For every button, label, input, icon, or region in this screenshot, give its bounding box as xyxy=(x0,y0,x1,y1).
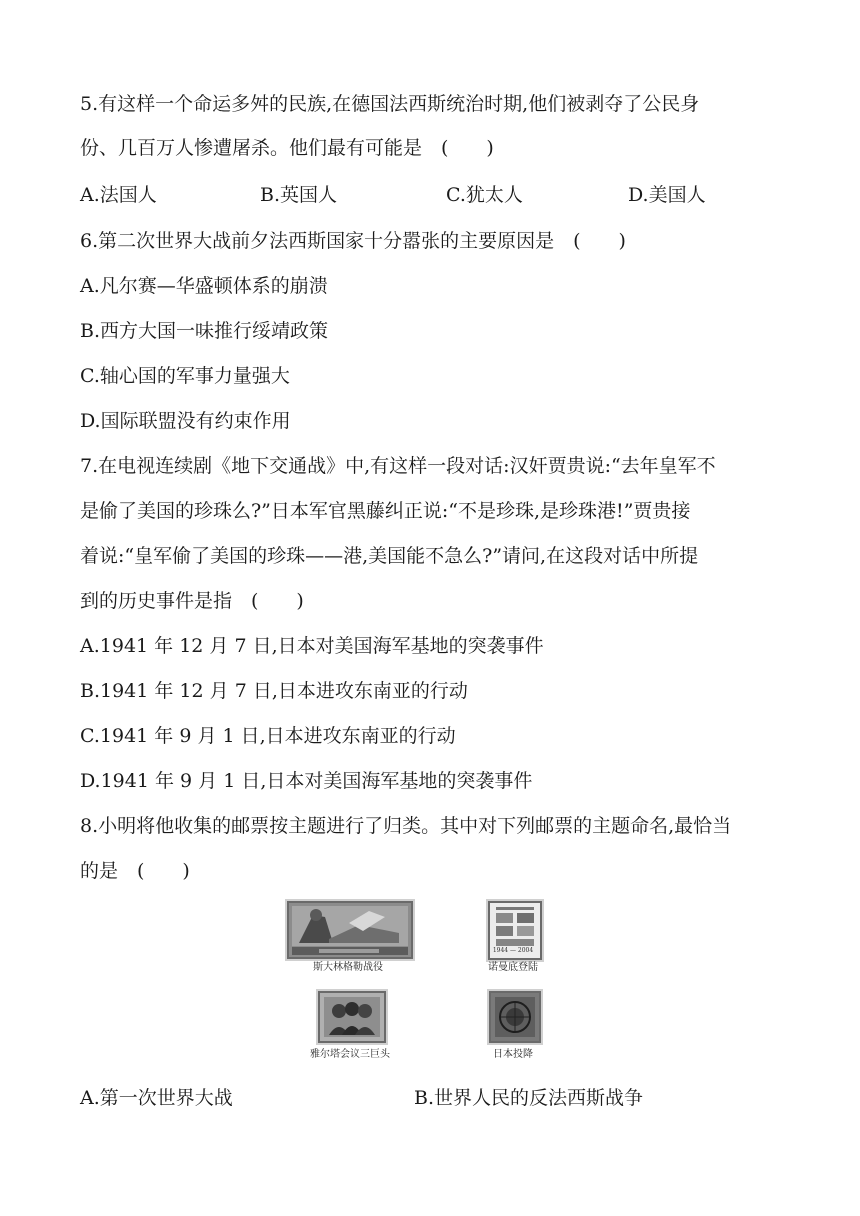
stamp-caption-yalta: 雅尔塔会议三巨头 xyxy=(310,1049,390,1060)
q7-option-b[interactable]: B.1941 年 12 月 7 日,日本进攻东南亚的行动 xyxy=(80,680,468,702)
q5-option-c[interactable]: C.犹太人 xyxy=(446,184,523,206)
q5-stem-line1: 5.有这样一个命运多舛的民族,在德国法西斯统治时期,他们被剥夺了公民身 xyxy=(80,93,700,115)
q6-option-c[interactable]: C.轴心国的军事力量强大 xyxy=(80,365,290,387)
q7-stem-line4: 到的历史事件是指 ( ) xyxy=(80,590,304,612)
q5-option-a[interactable]: A.法国人 xyxy=(80,184,157,206)
q6-stem: 6.第二次世界大战前夕法西斯国家十分嚣张的主要原因是 ( ) xyxy=(80,230,626,252)
q5-stem-line2: 份、几百万人惨遭屠杀。他们最有可能是 ( ) xyxy=(80,137,494,159)
stamp-caption-normandy: 诺曼底登陆 xyxy=(488,962,538,973)
q7-option-c[interactable]: C.1941 年 9 月 1 日,日本进攻东南亚的行动 xyxy=(80,725,456,747)
yalta-stamp-icon xyxy=(318,991,386,1043)
q8-stem-line1: 8.小明将他收集的邮票按主题进行了归类。其中对下列邮票的主题命名,最恰当 xyxy=(80,815,732,837)
q6-option-a[interactable]: A.凡尔赛—华盛顿体系的崩溃 xyxy=(80,275,328,297)
stalingrad-stamp-icon xyxy=(287,901,413,959)
q7-stem-line2: 是偷了美国的珍珠么?”日本军官黑藤纠正说:“不是珍珠,是珍珠港!”贾贵接 xyxy=(80,500,691,522)
q5-option-d[interactable]: D.美国人 xyxy=(628,184,706,206)
q7-option-d[interactable]: D.1941 年 9 月 1 日,日本对美国海军基地的突袭事件 xyxy=(80,770,533,792)
q5-option-b[interactable]: B.英国人 xyxy=(260,184,338,206)
q7-option-a[interactable]: A.1941 年 12 月 7 日,日本对美国海军基地的突袭事件 xyxy=(80,635,544,657)
q8-option-b[interactable]: B.世界人民的反法西斯战争 xyxy=(414,1087,644,1109)
q6-option-d[interactable]: D.国际联盟没有约束作用 xyxy=(80,410,291,432)
normandy-stamp-text: 1944 — 2004 xyxy=(492,947,534,954)
q6-option-b[interactable]: B.西方大国一味推行绥靖政策 xyxy=(80,320,329,342)
q7-stem-line1: 7.在电视连续剧《地下交通战》中,有这样一段对话:汉奸贾贵说:“去年皇军不 xyxy=(80,455,716,477)
q8-option-a[interactable]: A.第一次世界大战 xyxy=(80,1087,233,1109)
q7-stem-line3: 着说:“皇军偷了美国的珍珠——港,美国能不急么?”请问,在这段对话中所提 xyxy=(80,545,699,567)
stamp-caption-stalingrad: 斯大林格勒战役 xyxy=(313,962,383,973)
q8-stem-line2: 的是 ( ) xyxy=(80,860,190,882)
stamp-caption-japan-surrender: 日本投降 xyxy=(493,1049,533,1060)
japan-surrender-stamp-icon xyxy=(489,991,541,1043)
